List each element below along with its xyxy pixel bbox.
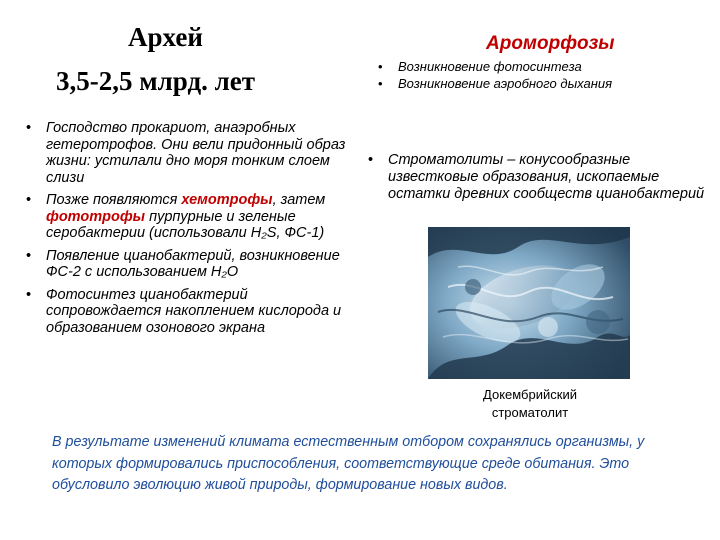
item-text: Позже появляются — [46, 192, 182, 208]
phototrophs-keyword: фототрофы — [46, 208, 146, 225]
page-title: Архей — [128, 22, 203, 52]
caption-line: строматолит — [491, 405, 569, 420]
archean-facts-list — [24, 120, 354, 342]
stromatolites-list — [366, 152, 706, 203]
list-item: • Строматолиты – конусообразные известковые образования, ископаемые остатки древних сообществ цианобактерий — [366, 152, 706, 203]
list-item: • Возникновение фотосинтеза — [376, 58, 706, 75]
period-subtitle: 3,5-2,5 млрд. лет — [56, 66, 255, 96]
list-item: • Господство прокариот, анаэробных гетеротрофов. Они вели придонный образ жизни: устилали дно моря тонким слоем слизи — [24, 120, 354, 186]
item-text: пурпурные и зеленые серобактерии (использовали H₂S, ФС-1) — [46, 208, 325, 241]
aromorphoses-title: Ароморфозы — [486, 33, 615, 54]
photo-caption — [430, 386, 630, 422]
list-item — [24, 192, 354, 242]
chemotrophs-keyword: хемотрофы — [181, 192, 273, 208]
list-item: • Появление цианобактерий, возникновение ФС-2 с использованием H₂O — [24, 248, 354, 281]
item-text: , затем — [272, 192, 326, 208]
list-item: • Возникновение аэробного дыхания — [376, 75, 706, 92]
conclusion-text: В результате изменений климата естественным отбором сохранялись организмы, у которых формировались приспособления, соответствующие среде обитания. Это обусловило эволюцию живой природы, формирование новых видов. — [52, 434, 645, 493]
aromorphoses-list — [376, 58, 706, 92]
stromatolite-photo — [428, 227, 630, 379]
list-item: • Фотосинтез цианобактерий сопровождается накоплением кислорода и образованием озонового экрана — [24, 287, 354, 337]
caption-line: Докембрийский — [483, 387, 577, 402]
